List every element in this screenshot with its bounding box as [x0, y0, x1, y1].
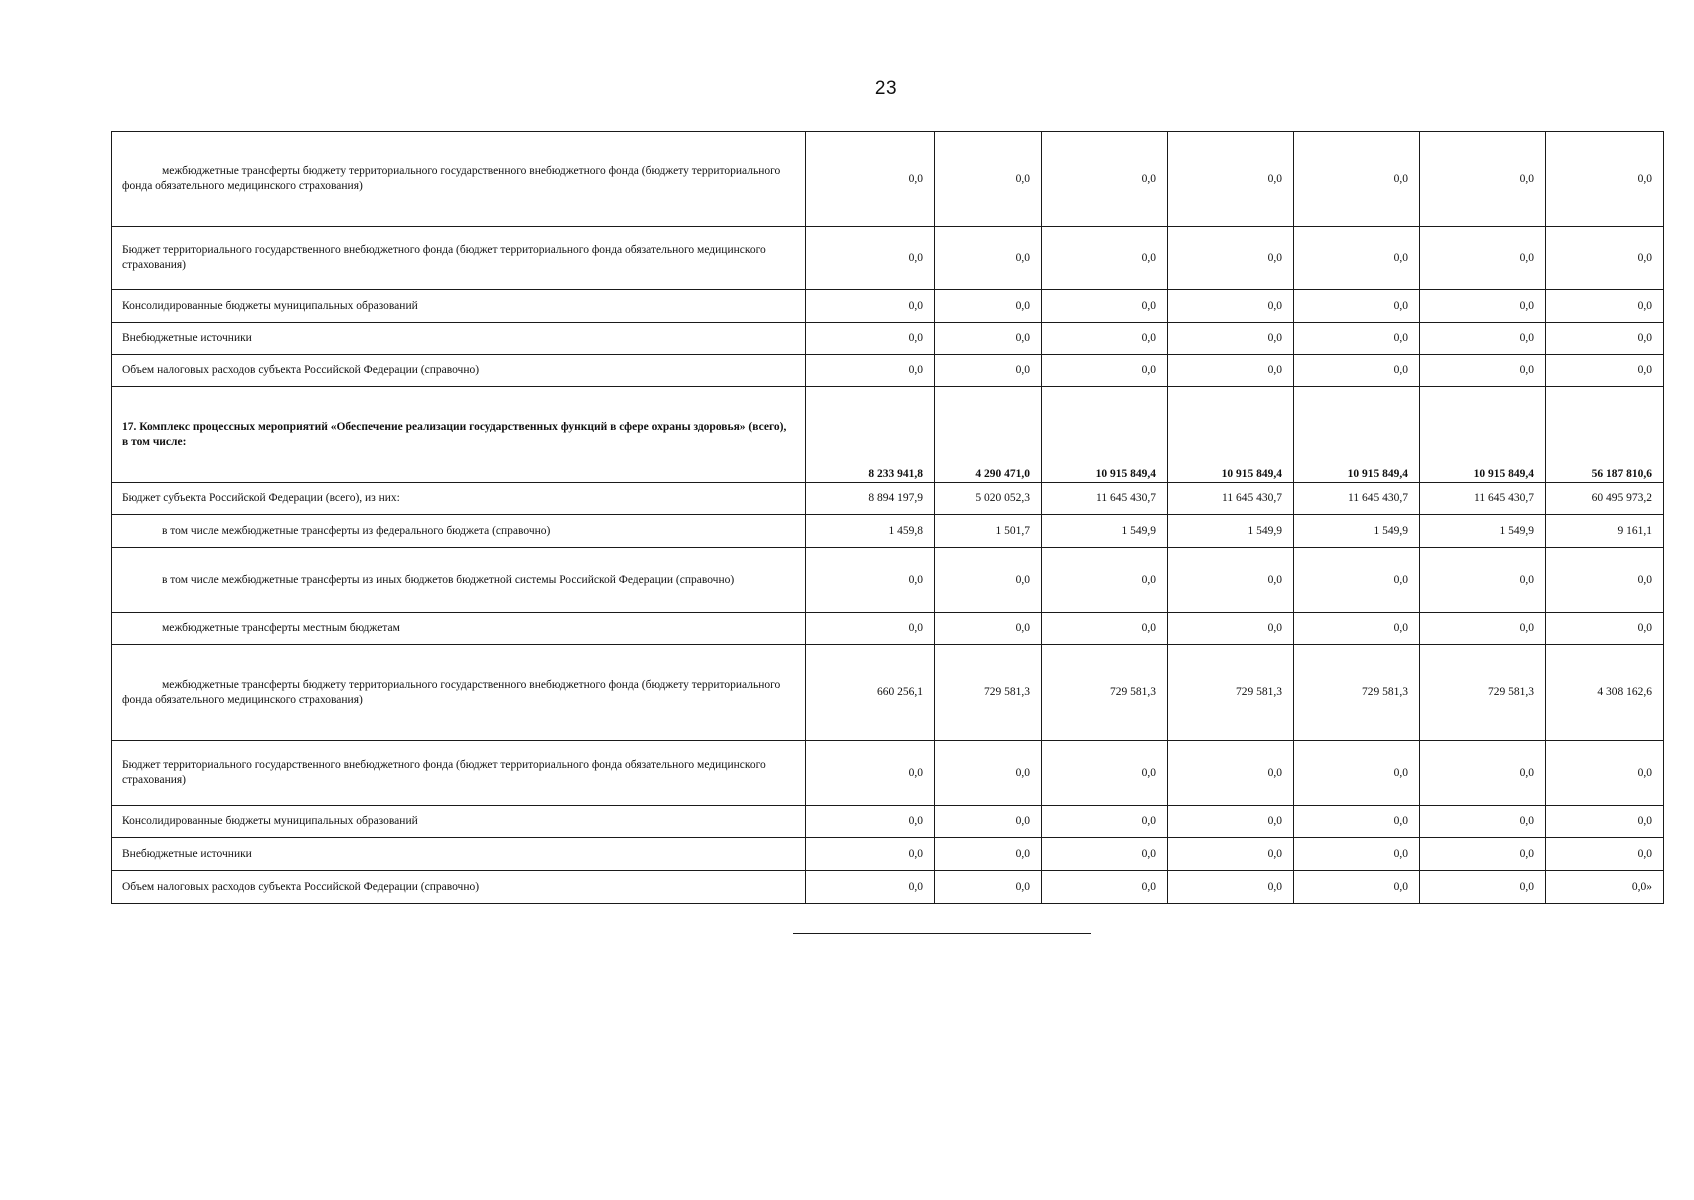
table-row [112, 323, 1664, 355]
row-label: в том числе межбюджетные трансферты из иных бюджетов бюджетной системы Российской Федерации (справочно) [112, 548, 806, 613]
value-cell: 0,0 [1420, 323, 1546, 355]
row-label: Объем налоговых расходов субъекта Российской Федерации (справочно) [112, 355, 806, 387]
value-cell: 0,0 [806, 741, 935, 806]
value-cell: 0,0 [1168, 290, 1294, 323]
value-cell: 729 581,3 [1168, 645, 1294, 741]
value-cell: 0,0 [1168, 838, 1294, 871]
value-cell: 660 256,1 [806, 645, 935, 741]
value-cell: 0,0 [1168, 355, 1294, 387]
row-label: межбюджетные трансферты местным бюджетам [112, 613, 806, 645]
row-label: Внебюджетные источники [112, 323, 806, 355]
value-cell: 0,0 [1168, 132, 1294, 227]
value-cell: 0,0 [1420, 838, 1546, 871]
value-cell: 0,0 [1420, 741, 1546, 806]
value-cell: 729 581,3 [1042, 645, 1168, 741]
row-label: Бюджет территориального государственного внебюджетного фонда (бюджет территориального фонда обязательного медицинского страхования) [112, 741, 806, 806]
table-row [112, 355, 1664, 387]
value-cell: 0,0 [1546, 355, 1664, 387]
table-row [112, 132, 1664, 227]
value-cell: 0,0 [1420, 227, 1546, 290]
value-cell: 4 308 162,6 [1546, 645, 1664, 741]
value-cell: 729 581,3 [1420, 645, 1546, 741]
value-cell: 0,0 [1168, 613, 1294, 645]
table-row [112, 871, 1664, 904]
value-cell: 0,0 [806, 871, 935, 904]
value-cell: 1 549,9 [1042, 515, 1168, 548]
row-label: Бюджет территориального государственного внебюджетного фонда (бюджет территориального фонда обязательного медицинского страхования) [112, 227, 806, 290]
table-row [112, 838, 1664, 871]
page-number: 23 [874, 78, 898, 99]
value-cell: 0,0 [1168, 871, 1294, 904]
table-row [112, 741, 1664, 806]
value-cell: 0,0 [1294, 838, 1420, 871]
value-cell: 1 549,9 [1420, 515, 1546, 548]
value-cell: 0,0 [1294, 355, 1420, 387]
value-cell: 1 501,7 [935, 515, 1042, 548]
row-label: межбюджетные трансферты бюджету территориального государственного внебюджетного фонда (бюджету территориального фонда обязательного медицинского страхования) [112, 645, 806, 741]
value-cell: 4 290 471,0 [935, 387, 1042, 483]
value-cell: 0,0 [1546, 741, 1664, 806]
value-cell: 0,0 [1042, 613, 1168, 645]
value-cell: 0,0 [935, 871, 1042, 904]
value-cell: 0,0 [1420, 290, 1546, 323]
value-cell: 0,0 [935, 806, 1042, 838]
value-cell: 0,0 [1042, 741, 1168, 806]
value-cell: 0,0 [1168, 806, 1294, 838]
value-cell: 0,0 [806, 132, 935, 227]
value-cell: 0,0 [1042, 355, 1168, 387]
table-row [112, 548, 1664, 613]
value-cell: 0,0 [1294, 806, 1420, 838]
value-cell: 0,0 [1042, 838, 1168, 871]
value-cell: 0,0 [935, 323, 1042, 355]
value-cell: 10 915 849,4 [1168, 387, 1294, 483]
value-cell: 0,0 [935, 741, 1042, 806]
value-cell: 0,0 [935, 227, 1042, 290]
value-cell: 0,0 [1168, 548, 1294, 613]
value-cell: 0,0 [1420, 132, 1546, 227]
value-cell: 0,0 [1420, 806, 1546, 838]
value-cell: 0,0 [935, 290, 1042, 323]
value-cell: 0,0 [806, 548, 935, 613]
value-cell: 10 915 849,4 [1294, 387, 1420, 483]
value-cell: 0,0 [1294, 548, 1420, 613]
row-label: Бюджет субъекта Российской Федерации (всего), из них: [112, 483, 806, 515]
value-cell: 0,0 [1294, 323, 1420, 355]
table-row [112, 483, 1664, 515]
value-cell: 0,0 [1294, 290, 1420, 323]
row-label: Консолидированные бюджеты муниципальных образований [112, 806, 806, 838]
table-row [112, 227, 1664, 290]
value-cell: 60 495 973,2 [1546, 483, 1664, 515]
value-cell: 0,0 [1168, 323, 1294, 355]
value-cell: 9 161,1 [1546, 515, 1664, 548]
value-cell: 0,0 [1294, 132, 1420, 227]
value-cell: 0,0 [806, 806, 935, 838]
value-cell: 8 894 197,9 [806, 483, 935, 515]
table-row [112, 515, 1664, 548]
value-cell: 0,0 [1042, 806, 1168, 838]
value-cell: 0,0 [1420, 355, 1546, 387]
value-cell: 0,0 [1042, 290, 1168, 323]
table-row [112, 806, 1664, 838]
value-cell: 0,0 [1420, 871, 1546, 904]
value-cell: 0,0 [806, 355, 935, 387]
value-cell: 10 915 849,4 [1420, 387, 1546, 483]
value-cell: 729 581,3 [1294, 645, 1420, 741]
value-cell: 0,0 [1042, 227, 1168, 290]
value-cell: 0,0 [1042, 871, 1168, 904]
value-cell: 0,0 [935, 613, 1042, 645]
row-label: Консолидированные бюджеты муниципальных образований [112, 290, 806, 323]
table-row [112, 290, 1664, 323]
section-title: 17. Комплекс процессных мероприятий «Обеспечение реализации государственных функций в сфере охраны здоровья» (всего), в том числе: [112, 387, 806, 483]
footer-rule [793, 933, 1091, 934]
value-cell: 1 459,8 [806, 515, 935, 548]
value-cell: 0,0 [806, 290, 935, 323]
value-cell: 0,0 [1294, 871, 1420, 904]
value-cell: 0,0 [1546, 838, 1664, 871]
table-row [112, 645, 1664, 741]
value-cell: 11 645 430,7 [1042, 483, 1168, 515]
row-label: Внебюджетные источники [112, 838, 806, 871]
value-cell: 0,0 [1168, 227, 1294, 290]
value-cell: 0,0 [1546, 290, 1664, 323]
row-label: в том числе межбюджетные трансферты из федерального бюджета (справочно) [112, 515, 806, 548]
value-cell: 0,0 [1042, 323, 1168, 355]
value-cell: 1 549,9 [1294, 515, 1420, 548]
value-cell: 0,0 [1546, 548, 1664, 613]
value-cell: 0,0 [1042, 132, 1168, 227]
value-cell: 0,0 [935, 355, 1042, 387]
value-cell: 0,0 [1546, 806, 1664, 838]
value-cell: 0,0 [806, 613, 935, 645]
value-cell: 10 915 849,4 [1042, 387, 1168, 483]
section-row [112, 387, 1664, 483]
budget-table [111, 131, 1664, 904]
value-cell: 11 645 430,7 [1420, 483, 1546, 515]
value-cell: 0,0 [935, 838, 1042, 871]
value-cell: 11 645 430,7 [1294, 483, 1420, 515]
value-cell: 0,0» [1546, 871, 1664, 904]
row-label: межбюджетные трансферты бюджету территориального государственного внебюджетного фонда (бюджету территориального фонда обязательного медицинского страхования) [112, 132, 806, 227]
value-cell: 0,0 [1546, 227, 1664, 290]
value-cell: 729 581,3 [935, 645, 1042, 741]
value-cell: 0,0 [806, 838, 935, 871]
value-cell: 0,0 [1546, 132, 1664, 227]
table-row [112, 613, 1664, 645]
value-cell: 0,0 [1546, 323, 1664, 355]
value-cell: 0,0 [1546, 613, 1664, 645]
value-cell: 0,0 [1420, 613, 1546, 645]
value-cell: 5 020 052,3 [935, 483, 1042, 515]
value-cell: 56 187 810,6 [1546, 387, 1664, 483]
value-cell: 0,0 [1420, 548, 1546, 613]
value-cell: 0,0 [1294, 741, 1420, 806]
value-cell: 0,0 [1168, 741, 1294, 806]
value-cell: 11 645 430,7 [1168, 483, 1294, 515]
value-cell: 0,0 [935, 132, 1042, 227]
value-cell: 0,0 [806, 227, 935, 290]
value-cell: 0,0 [1294, 613, 1420, 645]
value-cell: 0,0 [806, 323, 935, 355]
value-cell: 0,0 [1042, 548, 1168, 613]
value-cell: 0,0 [1294, 227, 1420, 290]
value-cell: 0,0 [935, 548, 1042, 613]
value-cell: 1 549,9 [1168, 515, 1294, 548]
row-label: Объем налоговых расходов субъекта Российской Федерации (справочно) [112, 871, 806, 904]
value-cell: 8 233 941,8 [806, 387, 935, 483]
